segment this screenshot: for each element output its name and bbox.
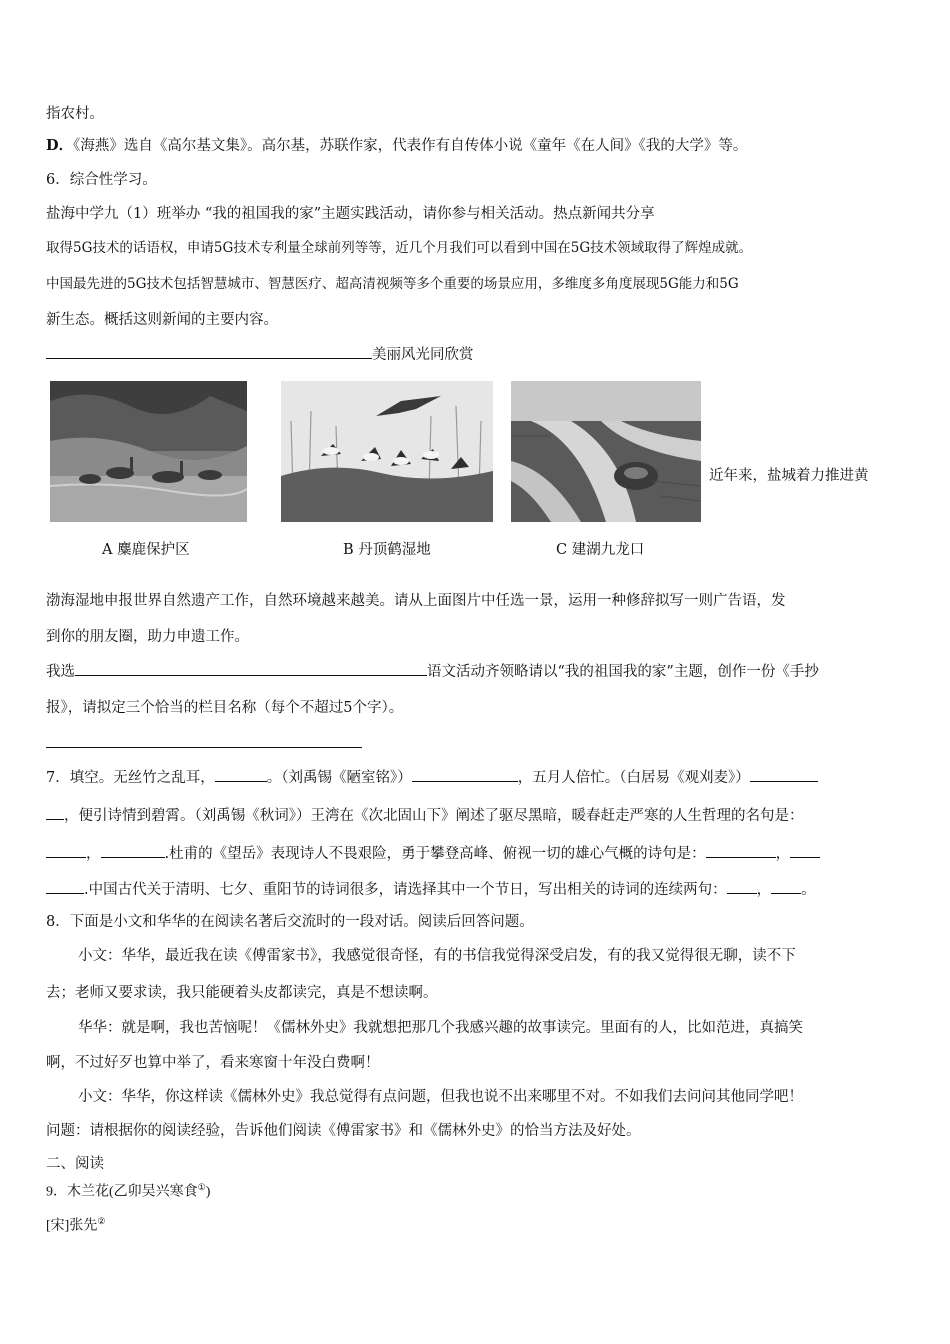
q7-text: .杜甫的《望岳》表现诗人不畏艰险，勇于攀登高峰、俯视一切的雄心气概的诗句是： xyxy=(164,846,706,862)
q6-board-line-2: 报》，请拟定三个恰当的栏目名称（每个不超过5个字）。 xyxy=(46,700,404,716)
crane-photo xyxy=(281,381,493,522)
q7-line-3 xyxy=(46,843,820,864)
section-heading: 二、阅读 xyxy=(46,1156,104,1172)
q6-title: 6．综合性学习。 xyxy=(46,172,157,188)
scenery-heading: 美丽风光同欣赏 xyxy=(372,347,474,363)
q9-author xyxy=(46,1211,105,1237)
answer-blank[interactable] xyxy=(727,879,757,894)
caption-c: C 建湖九龙口 xyxy=(556,542,645,558)
q6-ad-line-2: 到你的朋友圈，助力申遗工作。 xyxy=(46,629,249,645)
q7-line-2 xyxy=(46,805,804,826)
q6-scenery-line xyxy=(46,344,474,365)
q8-title: 8．下面是小文和华华的在阅读名著后交流时的一段对话。阅读后回答问题。 xyxy=(46,914,534,930)
q6-news-line-3: 新生态。概括这则新闻的主要内容。 xyxy=(46,312,278,328)
answer-blank[interactable] xyxy=(215,767,267,782)
q7-line-4 xyxy=(46,879,816,900)
q7-line-1 xyxy=(46,767,818,788)
answer-blank[interactable] xyxy=(771,879,801,894)
q7-text: 。 xyxy=(801,882,816,898)
answer-blank[interactable] xyxy=(750,767,818,782)
deer-in-river-photo xyxy=(50,381,247,522)
q9-text-end: ) xyxy=(205,1184,211,1200)
choose-label: 我选 xyxy=(46,664,75,680)
answer-blank[interactable] xyxy=(75,661,427,676)
answer-blank[interactable] xyxy=(46,843,86,858)
q6-news-line-1: 取得5G技术的话语权，申请5G技术专利量全球前列等等，近几个月我们可以看到中国在5G技术领域取得了辉煌成就。 xyxy=(46,240,753,256)
footnote-marker: ② xyxy=(97,1216,106,1226)
lake-photo xyxy=(511,381,701,522)
line-fragment: 指农村。 xyxy=(46,106,104,122)
q7-text: .中国古代关于清明、七夕、重阳节的诗词很多，请选择其中一个节日，写出相关的诗词的连续两句： xyxy=(84,882,727,898)
q7-text: ，便引诗情到碧霄。（刘禹锡《秋词》）王湾在《次北固山下》阐述了驱尽黑暗，暖春赶走严寒的人生哲理的名句是： xyxy=(64,808,804,824)
aerial-lake-island-photo xyxy=(511,381,701,522)
author-name: [宋]张先 xyxy=(46,1218,98,1234)
answer-blank[interactable] xyxy=(46,879,84,894)
q9-text: 9．木兰花(乙卯吴兴寒食 xyxy=(46,1184,198,1200)
footnote-marker: ① xyxy=(197,1182,206,1192)
answer-blank[interactable] xyxy=(706,843,776,858)
answer-blank[interactable] xyxy=(46,344,372,359)
q8-dialogue-3: 小文：华华，你这样读《儒林外史》我总觉得有点问题，但我也说不出来哪里不对。不如我们去问问其他同学吧！ xyxy=(78,1089,803,1105)
answer-blank[interactable] xyxy=(412,767,518,782)
q8-dialogue-1a: 小文：华华，最近我在读《傅雷家书》，我感觉很奇怪，有的书信我觉得深受启发，有的我又觉得很无聊，读不下 xyxy=(78,948,796,964)
q6-choose-line xyxy=(46,661,819,682)
cranes-in-reeds-photo xyxy=(281,381,493,522)
q7-text: ，五月人倍忙。（白居易《观刈麦》） xyxy=(517,770,750,786)
deer-photo xyxy=(50,381,247,522)
caption-b: B 丹顶鹤湿地 xyxy=(343,542,431,558)
q6-intro: 盐海中学九（1）班举办 “我的祖国我的家”主题实践活动，请你参与相关活动。热点新闻共分享 xyxy=(46,206,655,222)
q8-question: 问题：请根据你的阅读经验，告诉他们阅读《傅雷家书》和《儒林外史》的恰当方法及好处。 xyxy=(46,1123,641,1139)
q8-dialogue-2b: 啊，不过好歹也算中举了，看来寒窗十年没白费啊！ xyxy=(46,1055,380,1071)
board-prompt: 语文活动齐领略请以“我的祖国我的家”主题，创作一份《手抄 xyxy=(427,664,819,680)
answer-blank[interactable] xyxy=(790,843,820,858)
q7-text: ， xyxy=(775,846,791,862)
option-d-text: 《海燕》选自《高尔基文集》。高尔基，苏联作家，代表作有自传体小说《童年《在人间》《我的大学》等。 xyxy=(73,138,748,154)
q6-side-text: 近年来，盐城着力推进黄 xyxy=(709,468,869,484)
q6-answer-line xyxy=(46,733,362,754)
answer-blank[interactable] xyxy=(101,843,165,858)
caption-a: A 麋鹿保护区 xyxy=(102,542,190,558)
q9-title xyxy=(46,1177,210,1203)
q7-text: ， xyxy=(756,882,772,898)
option-d-line xyxy=(46,136,747,156)
option-d-label: D． xyxy=(46,137,74,154)
q7-text: 7．填空。无丝竹之乱耳， xyxy=(46,770,215,786)
q7-text: 。（刘禹锡《陋室铭》） xyxy=(266,770,412,786)
q6-ad-line-1: 渤海湿地申报世界自然遗产工作，自然环境越来越美。请从上面图片中任选一景，运用一种修辞拟写一则广告语，发 xyxy=(46,593,786,609)
q8-dialogue-1b: 去；老师又要求读，我只能硬着头皮都读完，真是不想读啊。 xyxy=(46,985,438,1001)
q8-dialogue-2a: 华华：就是啊，我也苦恼呢！《儒林外史》我就想把那几个我感兴趣的故事读完。里面有的人，比如范进，真搞笑 xyxy=(78,1020,803,1036)
q6-news-line-2: 中国最先进的5G技术包括智慧城市、智慧医疗、超高清视频等多个重要的场景应用，多维度多角度展现5G能力和5G xyxy=(46,276,739,292)
answer-blank[interactable] xyxy=(46,733,362,748)
q7-text: ， xyxy=(86,846,101,862)
answer-blank[interactable] xyxy=(46,805,64,820)
